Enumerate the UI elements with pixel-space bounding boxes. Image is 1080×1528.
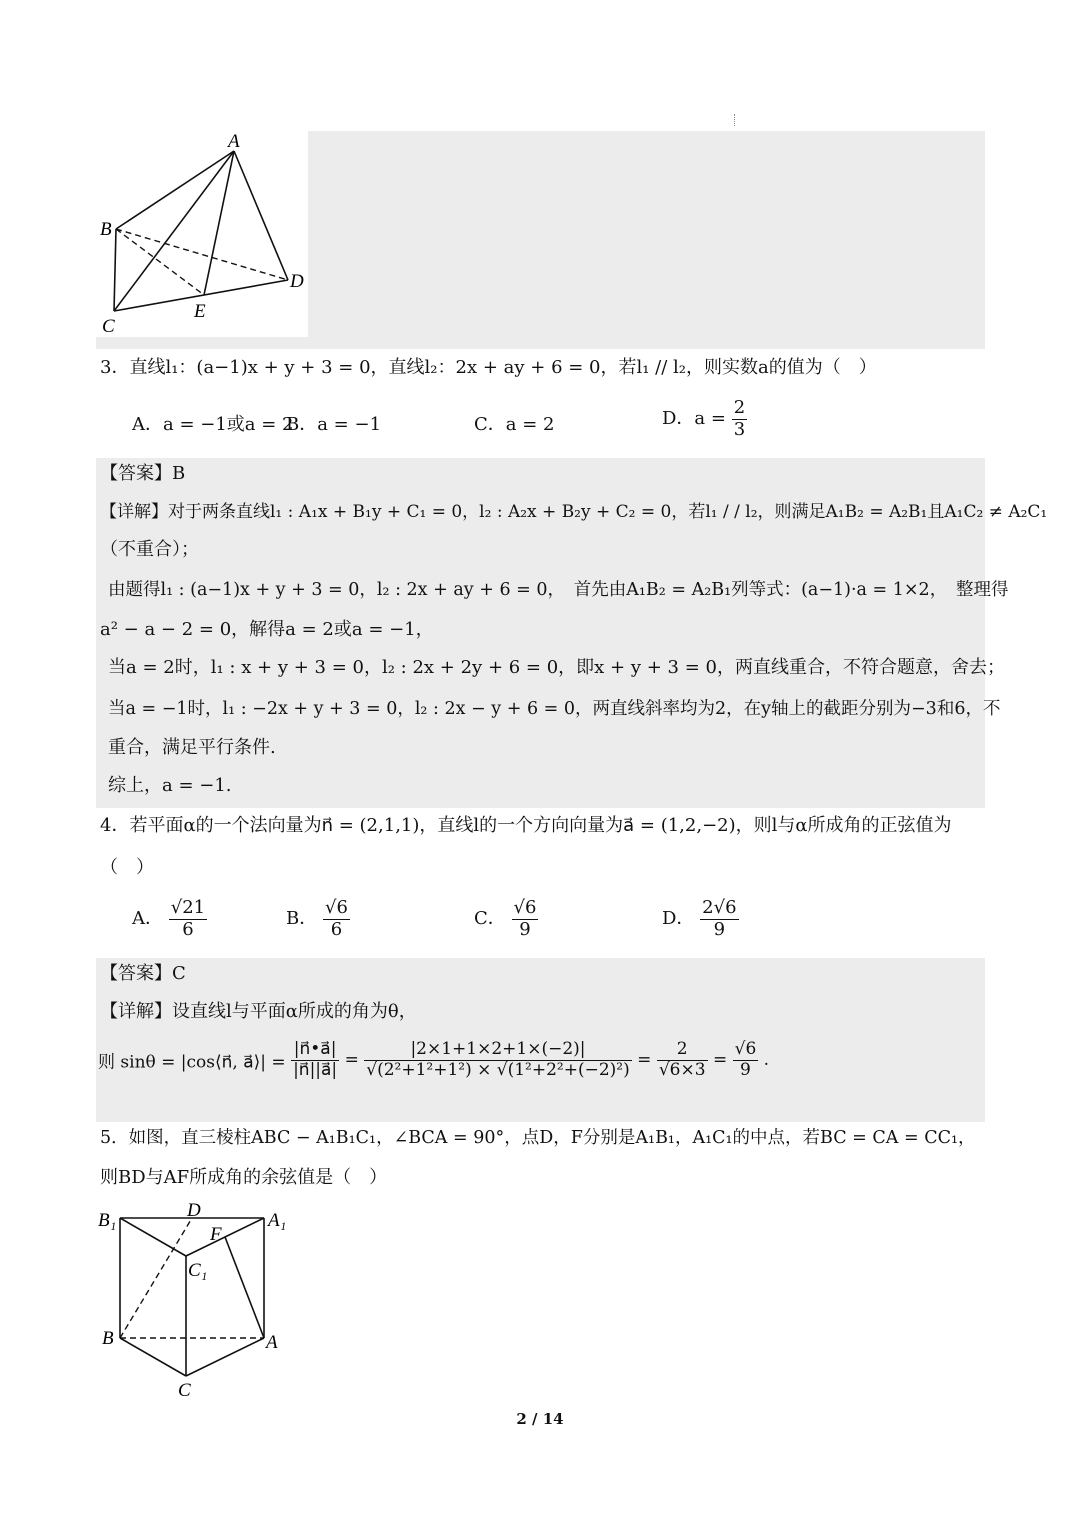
q3-option-a: A．a = −1或a = 2 bbox=[132, 414, 294, 435]
fig2-label-b: B bbox=[102, 1328, 114, 1349]
q4-option-d-den: 9 bbox=[713, 918, 726, 940]
fig1-label-c: C bbox=[102, 316, 115, 337]
fig2-label-d: D bbox=[187, 1200, 201, 1221]
q4-stem-line-2: （ ） bbox=[100, 857, 154, 878]
q4-stem-line-1: 4．若平面α的一个法向量为n⃗ = (2,1,1)，直线l的一个方向向量为a⃗ = (1,2,−2)，则l与α所成角的正弦值为 bbox=[100, 815, 952, 836]
q5-stem-line-1: 5．如图，直三棱柱ABC − A₁B₁C₁，∠BCA = 90°，点D，F分别是A₁B₁，A₁C₁的中点，若BC = CA = CC₁， bbox=[100, 1128, 976, 1148]
q3-option-c: C．a = 2 bbox=[474, 414, 555, 435]
fig1-label-a: A bbox=[228, 131, 240, 152]
q4-formula-f1-num: |n⃗•a⃗| bbox=[291, 1040, 339, 1061]
q3-detail-line-7: 重合，满足平行条件. bbox=[108, 737, 276, 758]
q4-formula-f3-num: 2 bbox=[657, 1040, 708, 1061]
q4-option-d-num: 2√6 bbox=[702, 897, 737, 918]
q3-option-d-den: 3 bbox=[733, 418, 746, 440]
q4-formula-f1-den: |n⃗||a⃗| bbox=[293, 1059, 338, 1080]
fig2-label-b1: B₁ bbox=[98, 1210, 117, 1231]
q4-formula-eq-1: = bbox=[344, 1050, 359, 1071]
figure-1-box bbox=[96, 131, 308, 337]
q3-detail-line-6: 当a = −1时，l₁ : −2x + y + 3 = 0，l₂ : 2x − y + 6 = 0，两直线斜率均为2，在y轴上的截距分别为−3和6，不 bbox=[108, 699, 1001, 719]
q4-formula-f3-den: √6×3 bbox=[658, 1059, 706, 1080]
q4-formula-fraction-2 bbox=[364, 1040, 632, 1080]
q3-stem: 3．直线l₁：(a−1)x + y + 3 = 0，直线l₂：2x + ay + 6 = 0，若l₁ // l₂，则实数a的值为（ ） bbox=[100, 357, 877, 378]
q4-option-b-den: 6 bbox=[330, 918, 343, 940]
q4-formula-fraction-1 bbox=[291, 1040, 339, 1080]
q4-option-d-label: D． bbox=[662, 908, 695, 930]
q4-answer: 【答案】C bbox=[100, 963, 186, 984]
fig2-label-a: A bbox=[266, 1332, 278, 1353]
q4-formula-lead: 则 sinθ = |cos⟨n⃗, a⃗⟩| = bbox=[98, 1052, 286, 1073]
q4-formula-f4-den: 9 bbox=[740, 1059, 751, 1080]
q3-detail-line-1: 【详解】对于两条直线l₁ : A₁x + B₁y + C₁ = 0，l₂ : A₂x + B₂y + C₂ = 0，若l₁ / / l₂，则满足A₁B₂ = A₂B₁且A₁C₂ ≠ A₂C₁ bbox=[100, 502, 1048, 522]
q4-option-b-num: √6 bbox=[324, 897, 348, 918]
fig2-label-c: C bbox=[178, 1380, 191, 1401]
q4-formula-fraction-4 bbox=[733, 1040, 759, 1080]
fig2-label-c1: C₁ bbox=[188, 1260, 208, 1281]
q4-formula-end: . bbox=[763, 1050, 770, 1071]
q4-formula-f2-num: |2×1+1×2+1×(−2)| bbox=[364, 1040, 632, 1061]
q3-detail-line-2: （不重合）； bbox=[100, 539, 199, 560]
q3-detail-line-8: 综上，a = −1. bbox=[108, 775, 232, 796]
q3-detail-line-3: 由题得l₁ : (a−1)x + y + 3 = 0，l₂ : 2x + ay + 6 = 0， 首先由A₁B₂ = A₂B₁列等式：(a−1)·a = 1×2， 整理得 bbox=[108, 580, 1009, 600]
q4-option-d bbox=[662, 898, 739, 940]
q3-detail-line-5: 当a = 2时，l₁ : x + y + 3 = 0，l₂ : 2x + 2y + 6 = 0，即x + y + 3 = 0，两直线重合，不符合题意，舍去； bbox=[108, 657, 1005, 678]
q4-formula bbox=[98, 1040, 769, 1080]
q4-formula-eq-2: = bbox=[637, 1050, 652, 1071]
q4-formula-f2-den: √(2²+1²+1²) × √(1²+2²+(−2)²) bbox=[366, 1059, 630, 1080]
fig2-label-a1: A₁ bbox=[268, 1210, 287, 1231]
q4-option-a-fraction bbox=[169, 898, 207, 940]
q3-answer: 【答案】B bbox=[100, 463, 186, 484]
q4-option-a-den: 6 bbox=[182, 918, 194, 940]
q4-formula-f4-num: √6 bbox=[734, 1039, 757, 1059]
q3-option-d-prefix: D．a = bbox=[662, 408, 726, 430]
q4-option-c-num: √6 bbox=[513, 897, 537, 918]
q4-option-b bbox=[286, 898, 350, 940]
page-number: 2 / 14 bbox=[516, 1410, 564, 1428]
q4-option-a bbox=[132, 898, 207, 940]
q3-option-d-fraction bbox=[732, 398, 747, 440]
tetrahedron-figure bbox=[96, 131, 308, 337]
figure-2-box bbox=[96, 1196, 306, 1406]
q4-option-b-fraction bbox=[323, 898, 350, 940]
q3-option-d-num: 2 bbox=[733, 397, 746, 418]
q4-option-d-fraction bbox=[700, 898, 738, 940]
fig1-label-e: E bbox=[194, 301, 206, 322]
header-mark bbox=[734, 114, 736, 126]
q4-option-c-label: C． bbox=[474, 908, 506, 930]
q4-option-c bbox=[474, 898, 538, 940]
q4-option-a-num: √21 bbox=[170, 897, 206, 918]
fig2-label-f: F bbox=[210, 1224, 222, 1245]
q4-formula-eq-3: = bbox=[712, 1050, 728, 1071]
prism-figure bbox=[96, 1196, 306, 1406]
q3-option-b: B．a = −1 bbox=[286, 414, 382, 435]
fig1-label-b: B bbox=[100, 219, 112, 240]
fig1-label-d: D bbox=[290, 271, 304, 292]
q4-option-c-fraction bbox=[512, 898, 539, 940]
q3-option-d bbox=[662, 398, 747, 440]
q3-detail-line-4: a² − a − 2 = 0，解得a = 2或a = −1， bbox=[100, 619, 434, 640]
q4-formula-fraction-3 bbox=[657, 1040, 708, 1080]
q4-option-a-label: A． bbox=[132, 908, 163, 930]
q5-stem-line-2: 则BD与AF所成角的余弦值是（ ） bbox=[100, 1167, 388, 1188]
q4-detail-line-1: 【详解】设直线l与平面α所成的角为θ， bbox=[100, 1001, 417, 1022]
q4-option-b-label: B． bbox=[286, 908, 318, 930]
q4-option-c-den: 9 bbox=[519, 918, 531, 940]
